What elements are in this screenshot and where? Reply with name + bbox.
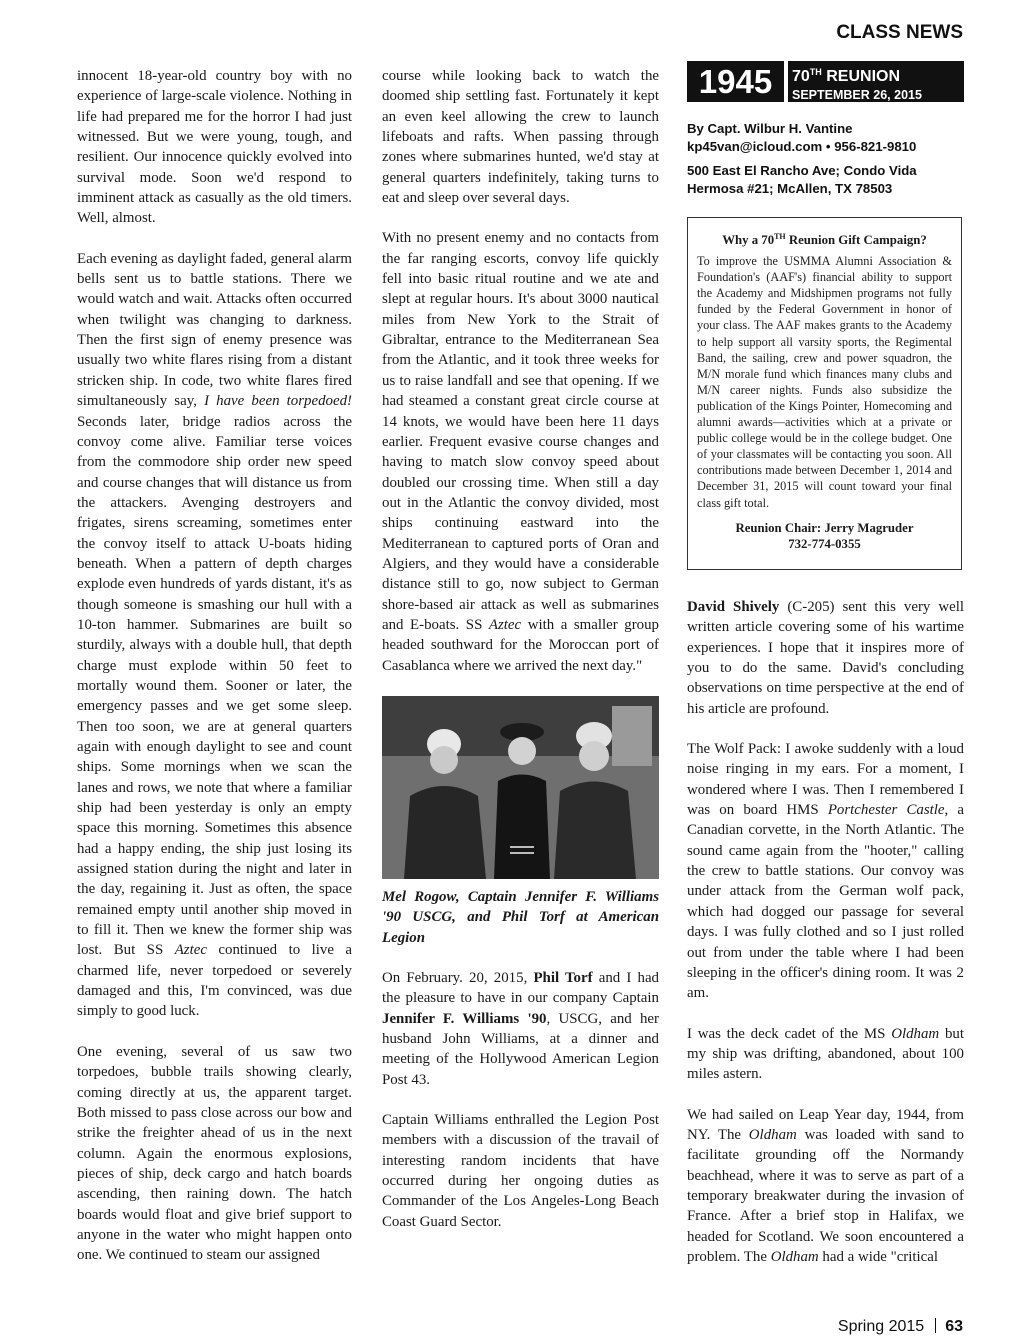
author-address-line-1: 500 East El Rancho Ave; Condo Vida	[687, 163, 917, 178]
col3-paragraph-4: We had sailed on Leap Year day, 1944, from NY. The Oldham was loaded with sand to facilitate grounding off the Normandy beachhead, where it was to serve as part of a temporary breakwater during the invasion of France. After a brief stop in Halifax, we headed for Scotland. We soon encountered a problem. The Oldham had a wide "critical	[687, 1106, 964, 1265]
issue-season: Spring 2015	[837, 1318, 925, 1335]
col3-ship-oldham-2: Oldham	[748, 1126, 797, 1143]
col1-ship-name: Aztec	[174, 942, 207, 959]
col2-name-jennifer-williams: Jennifer F. Williams '90	[382, 1010, 547, 1027]
col2-paragraph-1: course while looking back to watch the doomed ship settling fast. Fortunately it kept an even keel allowing the crew to launch lifeboats and rafts. When passing through zones where submarines hunted, we'd stay at general quarters indefinitely, taking turns to eat and sleep over several days.	[382, 68, 659, 207]
reunion-date: SEPTEMBER 26, 2015	[792, 88, 922, 102]
author-byline: By Capt. Wilbur H. Vantine	[687, 121, 853, 136]
col3-paragraph-1: David Shively (C-205) sent this very well written article covering some of his wartime experiences. I hope that it inspires more of you to do the same. David's concluding observations on time perspective at the end of his article are profound.	[687, 599, 964, 717]
reunion-title: 70TH REUNION	[792, 67, 901, 85]
photo-illustration	[382, 696, 659, 879]
author-block	[687, 120, 964, 198]
reunion-header	[687, 61, 964, 102]
reunion-chair-phone: 732-774-0355	[788, 536, 861, 551]
col2-paragraph-4: Captain Williams enthralled the Legion Post members with a discussion of the travail of interesting random incidents that have occurred during her ongoing duties as Commander of the Los Angeles-Long Beach Coast Guard Sector.	[382, 1112, 659, 1230]
col1-paragraph-2: Each evening as daylight faded, general alarm bells sent us to battle stations. There we would watch and wait. Attacks often occurred when twilight was changing to darkness. Then the first sign of enemy presence was usually two white flares rising from a distant stricken ship. In code, two white flares fired simultaneously say, I have been torpedoed! Seconds later, bridge radios across the convoy come alive. Familiar terse voices from the commodore ship order new speed and course changes that will distance us from the attackers. Avenging destroyers and frigates, sirens screaming, sometimes enter the convoy itself to attack U-boats hiding beneath. When a pattern of depth charges explode even hundreds of yards distant, it's as though someone is smashing our hull with a 10-ton hammer. Submarines are built so sturdily, always with a double hull, that depth charge must explode within 50 feet to mortally wound them. Sooner or later, the emergency passes and we get some sleep. Then too soon, we are at general quarters again with enough daylight to see and count ships. Some mornings when we scan the lanes and rows, we note that where a familiar ship had been yesterday is only an empty space this morning. Sometimes this absence had a happy ending, the ship just losing its assigned station during the night and later in the day, regaining it. Just as often, the space remained empty until another ship moved in to fill it. Then we knew the former ship was lost. But SS Aztec continued to live a charmed life, never torpedoed or severely damaged and this, I'm convinced, was due simply to good luck.	[77, 250, 352, 1020]
section-label: CLASS NEWS	[836, 22, 963, 43]
col3-name-david-shively: David Shively	[687, 599, 780, 615]
col1-paragraph-1: innocent 18-year-old country boy with no experience of large-scale violence. Nothing in life had prepared me for the horror I had just witnessed. But we were young, tough, and resilient. Our innocence quickly evolved into survival mode. Soon we'd respond to imminent attack as casually as the old timers. Well, almost.	[77, 68, 352, 227]
page-footer	[838, 1318, 963, 1336]
col2-name-phil-torf: Phil Torf	[533, 970, 593, 986]
col2-paragraph-2: With no present enemy and no contacts from the far ranging escorts, convoy life quickly fell into basic ritual routine and we ate and slept at regular hours. It's about 3000 nautical miles from New York to the Strait of Gibraltar, entrance to the Mediterranean Sea from the Atlantic, and it took three weeks for us to raise landfall and see that opening. If we had steamed a constant great circle course at 14 knots, we would have been here 11 days earlier. Frequent evasive course changes and having to match slow convoy speed about doubled our crossing time. When still a day out in the Atlantic the convoy divided, most ships continuing eastward into the Mediterranean to captured ports of Oran and Algiers, and they would have a considerable distance still to go, now subject to German shore-based air attack as well as submarines and E-boats. SS Aztec with a smaller group headed southward for the Moroccan port of Casablanca where we arrived the next day."	[382, 230, 659, 674]
gift-campaign-body: To improve the USMMA Alumni Association & Foundation's (AAF's) financial ability to support the Academy and Midshipmen programs not fully funded by the Federal Government in honor of your class. The AAF makes grants to the Academy to help support all varsity sports, the Regimental Band, the sailing, crew and power squadron, the M/N morale fund which finances many clubs and M/N career nights. Funds also subsidize the publication of the Kings Pointer, Homecoming and alumni awards—activities which at a private or public college would be in the college budget. One of your classmates will be contacting you soon. All contributions made between December 1, 2014 and December 31, 2015 will count toward your final class gift total.	[697, 254, 952, 510]
page-number: 63	[945, 1318, 963, 1335]
col1-torpedo-quote: I have been torpedoed!	[204, 393, 352, 410]
reunion-chair-name: Reunion Chair: Jerry Magruder	[735, 520, 914, 535]
legion-photo	[382, 696, 659, 879]
author-contact: kp45van@icloud.com • 956-821-9810	[687, 139, 917, 154]
col1-paragraph-3: One evening, several of us saw two torpedoes, bubble trails showing clearly, coming directly at us, the apparent target. Both missed to pass close across our bow and strike the freighter ahead of us in the next column. Again the enormous explosions, pieces of ship, deck cargo and hatch boards ascending, then raining down. The hatch boards would float and give brief support to anyone in the water who might happen onto one. We continued to steam our assigned	[77, 1043, 352, 1264]
col3-ship-oldham-3: Oldham	[770, 1248, 819, 1265]
author-address-line-2: Hermosa #21; McAllen, TX 78503	[687, 181, 893, 196]
col3-ship-oldham: Oldham	[891, 1025, 940, 1042]
gift-campaign-box	[687, 217, 962, 570]
article-column-1	[77, 66, 352, 1286]
col2-ship-name: Aztec	[488, 616, 522, 633]
col3-paragraph-3: I was the deck cadet of the MS Oldham but my ship was drifting, abandoned, about 100 miles astern.	[687, 1025, 964, 1083]
article-column-2	[382, 66, 659, 1252]
class-year: 1945	[687, 61, 784, 102]
reunion-chair	[697, 520, 952, 552]
col3-paragraph-2: The Wolf Pack: I awoke suddenly with a loud noise ringing in my ears. For a moment, I wondered where I was. Then I remembered I was on board HMS Portchester Castle, a Canadian corvette, in the North Atlantic. The sound came again from the "hooter," calling the crew to battle stations. Our convoy was under attack from the German wolf pack, which had dogged our passage for several days. I was fully clothed and so I just rolled out from under the table where I had been sleeping in the officer's dining room. It was 2 am.	[687, 741, 964, 1002]
reunion-banner	[788, 61, 964, 102]
article-column-3	[687, 597, 964, 1287]
footer-divider	[935, 1318, 936, 1333]
gift-campaign-title: Why a 70TH Reunion Gift Campaign?	[722, 232, 927, 247]
photo-caption: Mel Rogow, Captain Jennifer F. Williams '90 USCG, and Phil Torf at American Legion	[382, 888, 659, 946]
col2-paragraph-3: On February. 20, 2015, Phil Torf and I had the pleasure to have in our company Captain Jennifer F. Williams '90, USCG, and her husband John Williams, at a dinner and meeting of the Hollywood American Legion Post 43.	[382, 970, 659, 1088]
col3-ship-portchester: Portchester Castle	[827, 802, 945, 819]
